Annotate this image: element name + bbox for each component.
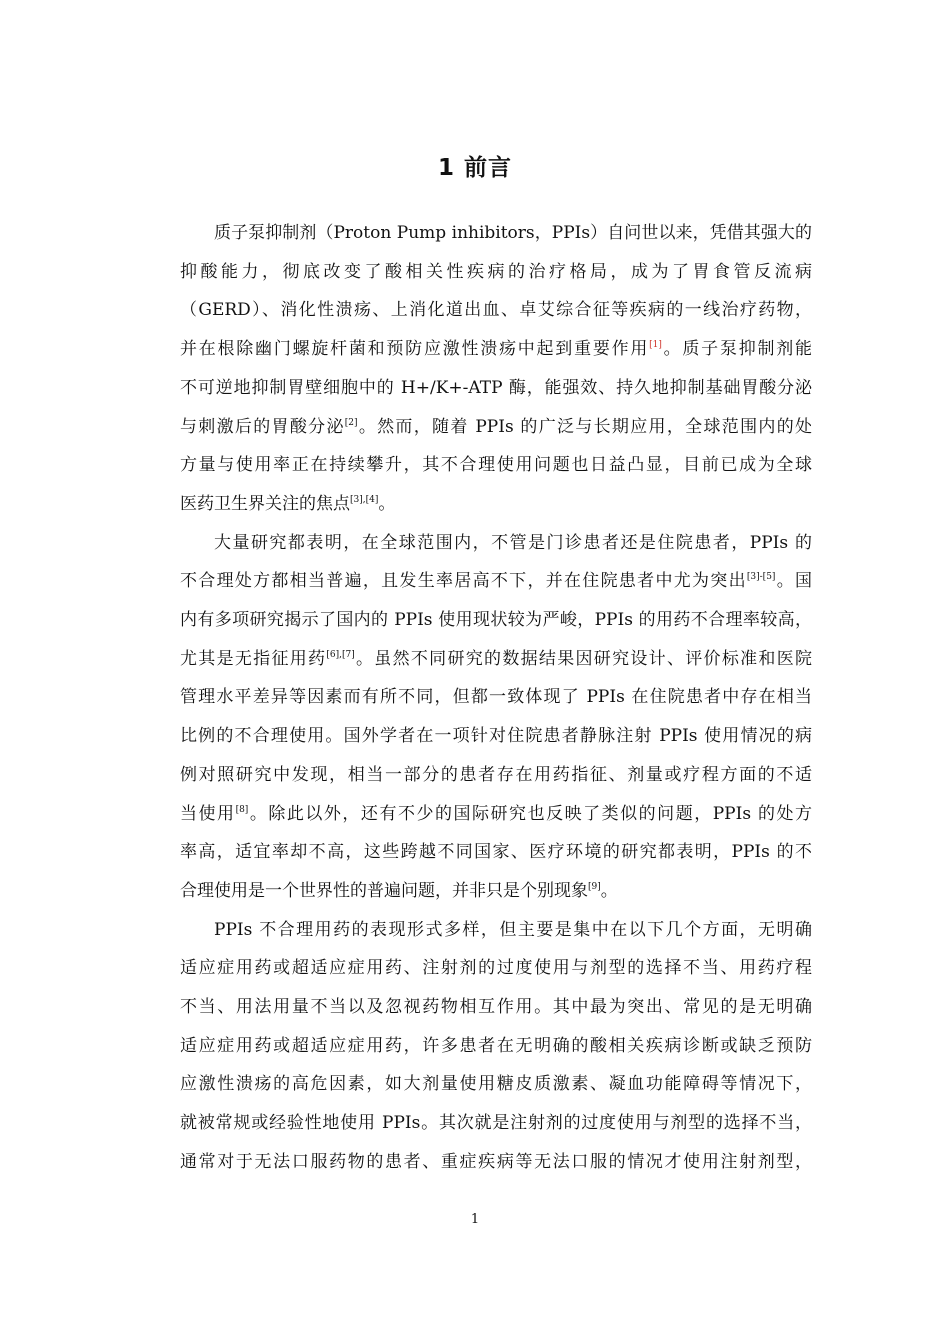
text-run: 管理水平差异等因素而有所不同，但都一致体现了 PPIs 在住院患者中存在相当 [180, 687, 812, 708]
text-line [146, 330, 812, 369]
text-line [146, 562, 812, 601]
text-run: （GERD）、消化性溃疡、上消化道出血、卓艾综合征等疾病的一线治疗药物， [180, 300, 812, 321]
text-run: 不合理处方都相当普遍，且发生率居高不下，并在住院患者中尤为突出 [180, 571, 747, 592]
text-run: 。除此以外，还有不少的国际研究也反映了类似的问题，PPIs 的处方 [248, 803, 812, 824]
text-run: 。质子泵抑制剂能 [661, 339, 813, 360]
text-run: 。虽然不同研究的数据结果因研究设计、评价标准和医院 [354, 648, 813, 669]
body-text [146, 214, 812, 1182]
text-line [146, 214, 812, 253]
section-title: 1 前言 [437, 155, 512, 181]
text-run: 质子泵抑制剂（Proton Pump inhibitors，PPIs）自问世以来，凭借其强大的 [214, 223, 812, 243]
citation-ref: [3]-[5] [746, 572, 776, 583]
citation-ref[interactable]: [1] [649, 340, 662, 351]
paragraph-2 [146, 524, 812, 911]
text-line [146, 1065, 812, 1104]
text-run: 医药卫生界关注的焦点 [180, 493, 350, 514]
paragraph-3 [146, 911, 812, 1182]
text-line [146, 795, 812, 834]
text-line [146, 640, 812, 679]
text-line [146, 485, 812, 524]
citation-ref: [8] [235, 804, 249, 815]
text-line [146, 524, 812, 563]
text-run: 并在根除幽门螺旋杆菌和预防应激性溃疡中起到重要作用 [180, 339, 650, 360]
text-run: 当使用 [180, 803, 236, 824]
text-run: 适应症用药或超适应症用药，许多患者在无明确的酸相关疾病诊断或缺乏预防 [180, 1035, 812, 1056]
text-line [146, 717, 812, 756]
text-run: 不可逆地抑制胃壁细胞中的 H+/K+-ATP 酶，能强效、持久地抑制基础胃酸分泌 [180, 377, 812, 398]
text-run: 不当、用法用量不当以及忽视药物相互作用。其中最为突出、常见的是无明确 [180, 997, 812, 1018]
text-line [146, 949, 812, 988]
text-run: 率高，适宜率却不高，这些跨越不同国家、医疗环境的研究都表明，PPIs 的不 [180, 842, 812, 863]
page-number: 1 [470, 1212, 480, 1227]
text-line [146, 446, 812, 485]
text-line [146, 872, 812, 911]
text-line [146, 988, 812, 1027]
text-line [146, 678, 812, 717]
citation-ref: [2] [344, 417, 358, 428]
text-line [146, 833, 812, 872]
text-run: 比例的不合理使用。国外学者在一项针对住院患者静脉注射 PPIs 使用情况的病 [180, 726, 812, 747]
text-run: 抑酸能力，彻底改变了酸相关性疾病的治疗格局，成为了胃食管反流病 [180, 261, 812, 282]
text-line [146, 408, 812, 447]
text-run: 应激性溃疡的高危因素，如大剂量使用糖皮质激素、凝血功能障碍等情况下， [180, 1074, 812, 1095]
text-run: 。国 [775, 571, 813, 592]
text-line [146, 369, 812, 408]
text-line [146, 253, 812, 292]
text-run: 通常对于无法口服药物的患者、重症疾病等无法口服的情况才使用注射剂型， [180, 1151, 812, 1172]
text-run: 合理使用是一个世界性的普遍问题，并非只是个别现象 [180, 880, 588, 901]
text-run: 例对照研究中发现，相当一部分的患者存在用药指征、剂量或疗程方面的不适 [180, 764, 812, 785]
text-run: 。 [378, 493, 396, 514]
text-run: 就被常规或经验性地使用 PPIs。其次就是注射剂的过度使用与剂型的选择不当， [180, 1113, 812, 1134]
text-run: 大量研究都表明，在全球范围内，不管是门诊患者还是住院患者，PPIs 的 [214, 532, 812, 553]
text-run: 内有多项研究揭示了国内的 PPIs 使用现状较为严峻，PPIs 的用药不合理率较高， [180, 610, 812, 631]
text-run: PPIs 不合理用药的表现形式多样，但主要是集中在以下几个方面，无明确 [214, 919, 812, 940]
text-line [146, 1104, 812, 1143]
text-line [146, 756, 812, 795]
text-line [146, 911, 812, 950]
text-run: 与刺激后的胃酸分泌 [180, 416, 345, 437]
text-run: 方量与使用率正在持续攀升，其不合理使用问题也日益凸显，目前已成为全球 [180, 455, 812, 476]
citation-ref: [9] [588, 881, 601, 892]
text-line [146, 1027, 812, 1066]
text-run: 尤其是无指征用药 [180, 648, 327, 669]
paragraph-1 [146, 214, 812, 524]
citation-ref: [6],[7] [326, 649, 355, 660]
text-line [146, 291, 812, 330]
text-run: 。 [600, 880, 618, 901]
citation-ref: [3],[4] [350, 494, 379, 505]
text-line [146, 1143, 812, 1182]
text-line [146, 601, 812, 640]
text-run: 适应症用药或超适应症用药、注射剂的过度使用与剂型的选择不当、用药疗程 [180, 958, 812, 979]
text-run: 。然而，随着 PPIs 的广泛与长期应用，全球范围内的处 [357, 416, 813, 437]
